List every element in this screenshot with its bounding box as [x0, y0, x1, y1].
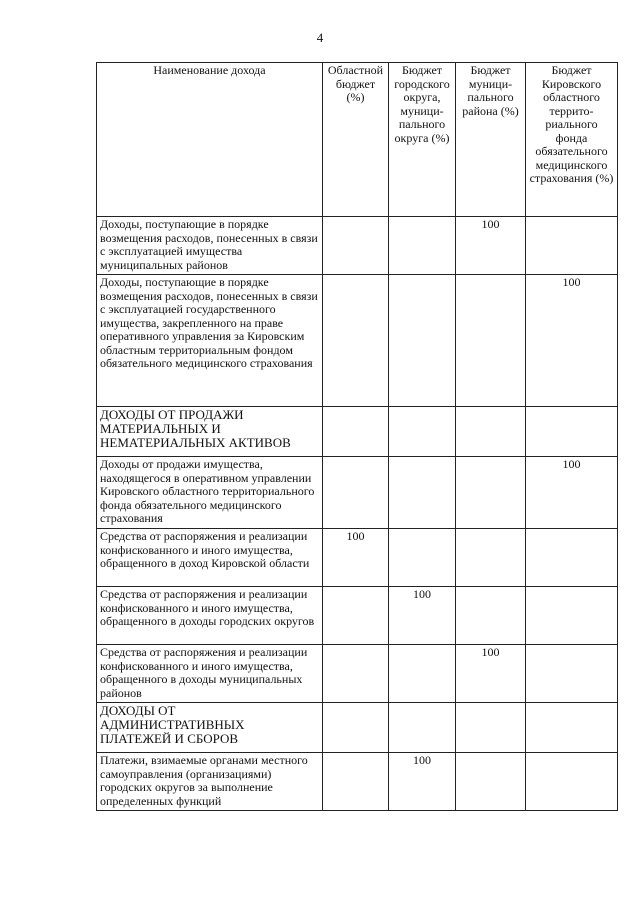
municipal-value: 100 [456, 217, 526, 275]
table-row [97, 407, 618, 457]
municipal-value: 100 [456, 645, 526, 703]
regional-value [323, 703, 389, 753]
fund-value [526, 753, 618, 811]
regional-value [323, 217, 389, 275]
city-value [389, 275, 456, 407]
revenue-name: Средства от распоряжения и реализации конфискованного и иного имущества, обращенного в доход Кировской области [97, 529, 323, 587]
fund-value [526, 645, 618, 703]
section-heading: ДОХОДЫ ОТ АДМИНИСТРАТИВНЫХ ПЛАТЕЖЕЙ И СБОРОВ [97, 703, 323, 753]
section-heading: ДОХОДЫ ОТ ПРОДАЖИ МАТЕРИАЛЬНЫХ И НЕМАТЕРИАЛЬНЫХ АКТИВОВ [97, 407, 323, 457]
regional-value: 100 [323, 529, 389, 587]
municipal-value [456, 407, 526, 457]
fund-value [526, 217, 618, 275]
city-value: 100 [389, 753, 456, 811]
fund-value [526, 529, 618, 587]
fund-value: 100 [526, 457, 618, 529]
regional-value [323, 407, 389, 457]
header-regional-budget: Областной бюджет (%) [323, 63, 389, 217]
regional-value [323, 457, 389, 529]
revenue-name: Доходы, поступающие в порядке возмещения расходов, понесенных в связи с эксплуатацией имущества муниципальных районов [97, 217, 323, 275]
city-value [389, 645, 456, 703]
city-value: 100 [389, 587, 456, 645]
table-row [97, 645, 618, 703]
table-row [97, 529, 618, 587]
city-value [389, 217, 456, 275]
revenue-distribution-table [96, 62, 618, 811]
revenue-name: Средства от распоряжения и реализации конфискованного и иного имущества, обращенного в доходы городских округов [97, 587, 323, 645]
revenue-name: Средства от распоряжения и реализации конфискованного и иного имущества, обращенного в доходы муниципальных районов [97, 645, 323, 703]
municipal-value [456, 703, 526, 753]
fund-value [526, 407, 618, 457]
city-value [389, 407, 456, 457]
revenue-name: Доходы, поступающие в порядке возмещения расходов, понесенных в связи с эксплуатацией государственного имущества, закрепленного на праве оперативного управления за Кировским областным территориальным фондом обязательного медицинского страхования [97, 275, 323, 407]
table-row [97, 275, 618, 407]
table-row [97, 217, 618, 275]
municipal-value [456, 587, 526, 645]
revenue-name: Платежи, взимаемые органами местного самоуправления (организациями) городских округов за выполнение определенных функций [97, 753, 323, 811]
regional-value [323, 645, 389, 703]
header-municipal-district-budget: Бюджет муници-пального района (%) [456, 63, 526, 217]
regional-value [323, 275, 389, 407]
municipal-value [456, 529, 526, 587]
municipal-value [456, 457, 526, 529]
header-medical-insurance-fund-budget: Бюджет Кировского областного террито-риального фонда обязательного медицинского страхования (%) [526, 63, 618, 217]
table-row [97, 753, 618, 811]
table-row [97, 587, 618, 645]
fund-value: 100 [526, 275, 618, 407]
city-value [389, 529, 456, 587]
revenue-name: Доходы от продажи имущества, находящегося в оперативном управлении Кировского областного территориального фонда обязательного медицинского страхования [97, 457, 323, 529]
header-city-district-budget: Бюджет городского округа, муници-пального округа (%) [389, 63, 456, 217]
city-value [389, 703, 456, 753]
fund-value [526, 703, 618, 753]
city-value [389, 457, 456, 529]
page-number: 4 [316, 30, 324, 45]
regional-value [323, 753, 389, 811]
municipal-value [456, 275, 526, 407]
municipal-value [456, 753, 526, 811]
table-row [97, 703, 618, 753]
table-row [97, 457, 618, 529]
fund-value [526, 587, 618, 645]
header-revenue-name: Наименование дохода [97, 63, 323, 217]
regional-value [323, 587, 389, 645]
